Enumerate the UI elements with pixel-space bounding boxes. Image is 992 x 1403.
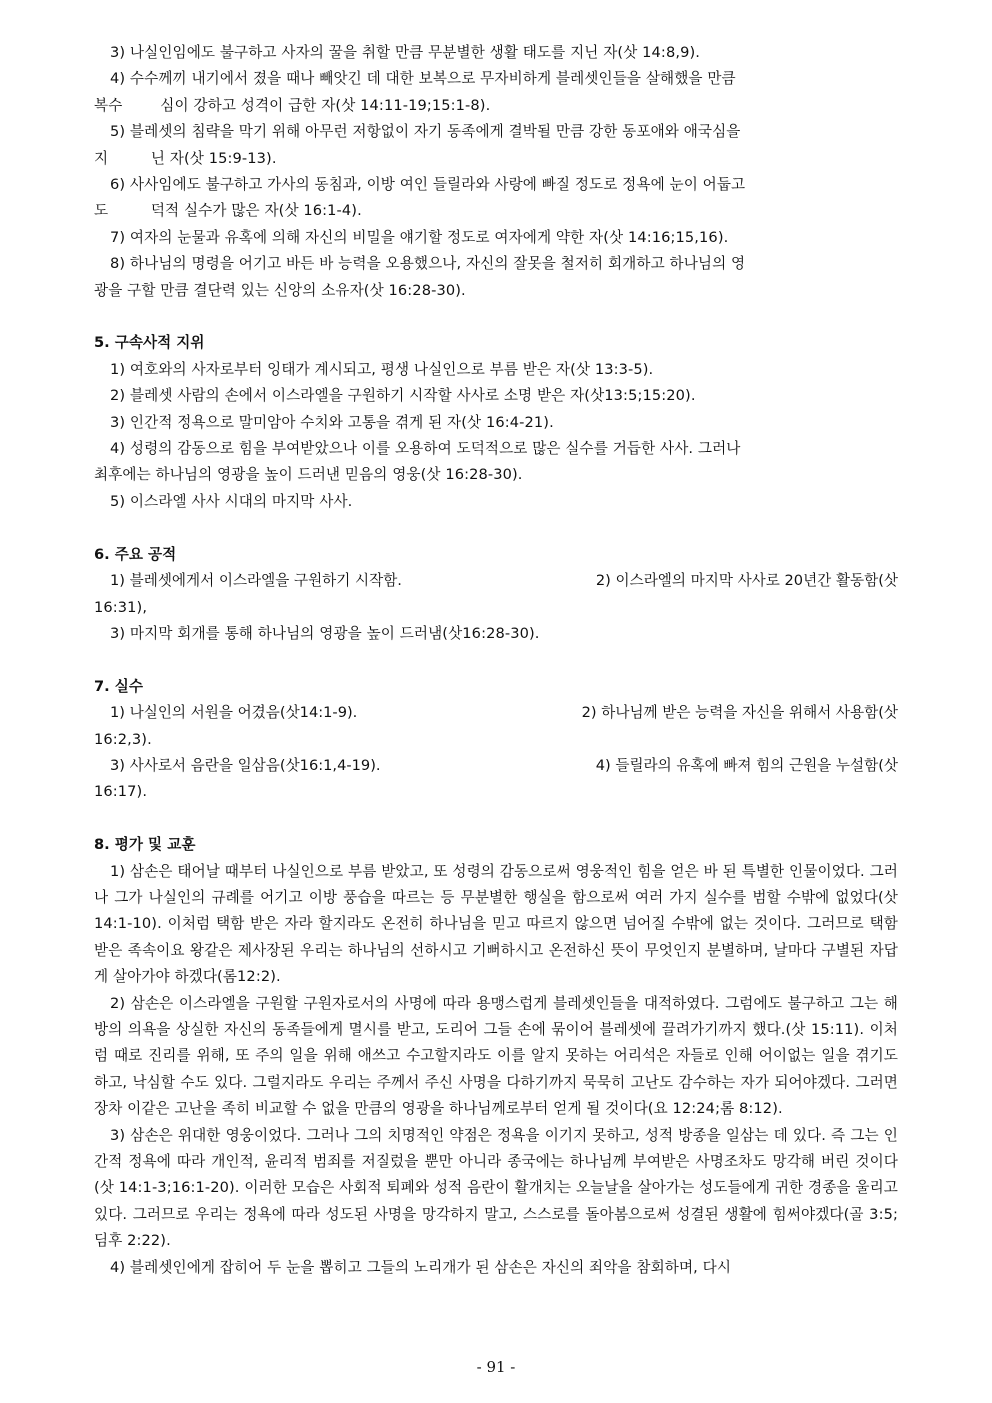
sec8-paragraph-1: 1) 삼손은 태어날 때부터 나실인으로 부름 받았고, 또 성령의 감동으로써 영웅적인 힘을 얻은 바 된 특별한 인물이었다. 그러나 그가 나실인의 규례를 어기고 이방 풍습을 따르는 등 무분별한 행실을 함으로써 여러 가지 실수를 범할 수밖에 없었다(삿14:1-10). 이처럼 택함 받은 자라 할지라도 온전히 하나님을 믿고 따르지 않으면 넘어질 수밖에 없는 것이다. 그러므로 택함 받은 족속이요 왕같은 제사장된 우리는 하나님의 선하시고 기뻐하시고 온전하신 뜻이 무엇인지 분별하며, 날마다 구별된 자답게 살아가야 하겠다(롬12:2).: [94, 862, 903, 986]
sec7-row-2: [94, 753, 898, 779]
sec5-item-2: 2) 블레셋 사람의 손에서 이스라엘을 구원하기 시작할 사사로 소명 받은 자(삿13:5;15:20).: [110, 387, 696, 405]
page-number: - 91 -: [476, 1358, 516, 1376]
section-heading-5: 5. 구속사적 지위: [94, 334, 205, 352]
sec4-item-5: 5) 블레셋의 침략을 막기 위해 아무런 저항없이 자기 동족에게 결박될 만큼 강한 동포애와 애국심을: [110, 123, 741, 141]
sec4-item-6: 6) 사사임에도 불구하고 가사의 동침과, 이방 여인 들릴라와 사랑에 빠질 정도로 정욕에 눈이 어둡고: [110, 176, 746, 194]
sec6-item-2-cont: 16:31),: [94, 598, 148, 616]
sec8-paragraph-4: 4) 블레셋인에게 잡히어 두 눈을 뽑히고 그들의 노리개가 된 삼손은 자신의 죄악을 참회하며, 다시: [110, 1258, 732, 1276]
sec4-item-8: 8) 하나님의 명령을 어기고 바든 바 능력을 오용했으나, 자신의 잘못을 철저히 회개하고 하나님의 영: [110, 255, 746, 273]
sec7-item-2: 2) 하나님께 받은 능력을 자신을 위해서 사용함(삿: [581, 704, 898, 722]
sec7-item-4-cont: 16:17).: [94, 783, 148, 801]
sec5-item-1: 1) 여호와의 사자로부터 잉태가 계시되고, 평생 나실인으로 부름 받은 자(삿 13:3-5).: [110, 360, 654, 378]
sec5-item-4: 4) 성령의 감동으로 힘을 부여받았으나 이를 오용하여 도덕적으로 많은 실수를 거듭한 사사. 그러나: [110, 440, 741, 458]
sec8-paragraph-2: 2) 삼손은 이스라엘을 구원할 구원자로서의 사명에 따라 용맹스럽게 블레셋인들을 대적하였다. 그럼에도 불구하고 그는 해방의 의욕을 상실한 자신의 동족들에게 멸시를 받고, 도리어 그들 손에 묶이어 블레셋에 끌려가기까지 했다.(삿 15:11). 이처럼 때로 진리를 위해, 또 주의 일을 위해 애쓰고 수고할지라도 이를 알지 못하는 어리석은 자들로 인해 어이없는 일을 겪기도 하고, 낙심할 수도 있다. 그럴지라도 우리는 주께서 주신 사명을 다하기까지 묵묵히 고난도 감수하는 자가 되어야겠다. 그러면 장차 이같은 고난을 족히 비교할 수 없을 만큼의 영광을 하나님께로부터 얻게 될 것이다(요 12:24;롬 8:12).: [94, 994, 903, 1118]
sec4-item-3: 3) 나실인임에도 불구하고 사자의 꿀을 취할 만큼 무분별한 생활 태도를 지닌 자(삿 14:8,9).: [110, 44, 700, 61]
sec4-item-8-cont: 광을 구할 만큼 결단력 있는 신앙의 소유자(삿 16:28-30).: [94, 281, 466, 299]
sec5-item-5: 5) 이스라엘 사사 시대의 마지막 사사.: [110, 492, 353, 510]
sec7-item-2-cont: 16:2,3).: [94, 730, 152, 748]
sec7-item-3: 3) 사사로서 음란을 일삼음(삿16:1,4-19).: [110, 756, 381, 774]
sec6-row-1: [94, 568, 898, 594]
sec4-item-5-cont: 지 닌 자(삿 15:9-13).: [94, 149, 277, 167]
sec6-item-2: 2) 이스라엘의 마지막 사사로 20년간 활동함(삿: [595, 572, 898, 590]
section-heading-8: 8. 평가 및 교훈: [94, 836, 196, 854]
section-heading-6: 6. 주요 공적: [94, 545, 177, 563]
sec7-item-4: 4) 들릴라의 유혹에 빠져 힘의 근원을 누설함(삿: [595, 756, 898, 774]
sec4-item-4-cont: 복수 심이 강하고 성격이 급한 자(삿 14:11-19;15:1-8).: [94, 96, 491, 114]
sec4-item-4: 4) 수수께끼 내기에서 졌을 때나 빼앗긴 데 대한 보복으로 무자비하게 블레셋인들을 살해했을 만큼: [110, 70, 736, 88]
section-heading-7: 7. 실수: [94, 677, 143, 695]
sec4-item-7: 7) 여자의 눈물과 유혹에 의해 자신의 비밀을 얘기할 정도로 여자에게 약한 자(삿 14:16;15,16).: [110, 228, 729, 246]
sec7-item-1: 1) 나실인의 서원을 어겼음(삿14:1-9).: [110, 704, 358, 722]
sec5-item-4-cont: 최후에는 하나님의 영광을 높이 드러낸 믿음의 영웅(삿 16:28-30).: [94, 466, 523, 484]
sec8-paragraph-3: 3) 삼손은 위대한 영웅이었다. 그러나 그의 치명적인 약점은 정욕을 이기지 못하고, 성적 방종을 일삼는 데 있다. 즉 그는 인간적 정욕에 따라 개인적, 윤리적 범죄를 저질렀을 뿐만 아니라 종국에는 하나님께 부여받은 사명조차도 망각해 버린 것이다(삿 14:1-3;16:1-20). 이러한 모습은 사회적 퇴폐와 성적 음란이 활개치는 오늘날을 살아가는 성도들에게 귀한 경종을 울리고 있다. 그러므로 우리는 정욕에 따라 성도된 사명을 망각하지 말고, 스스로를 돌아봄으로써 성결된 생활에 힘써야겠다(골 3:5;딤후 2:22).: [94, 1126, 903, 1250]
sec6-item-3: 3) 마지막 회개를 통해 하나님의 영광을 높이 드러냄(삿16:28-30).: [110, 624, 540, 642]
sec7-row-1: [94, 700, 898, 726]
sec5-item-3: 3) 인간적 정욕으로 말미암아 수치와 고통을 겪게 된 자(삿 16:4-21).: [110, 413, 554, 431]
sec6-item-1: 1) 블레셋에게서 이스라엘을 구원하기 시작함.: [110, 572, 402, 590]
page-body: [94, 40, 903, 1281]
sec4-item-6-cont: 도 덕적 실수가 많은 자(삿 16:1-4).: [94, 202, 362, 220]
